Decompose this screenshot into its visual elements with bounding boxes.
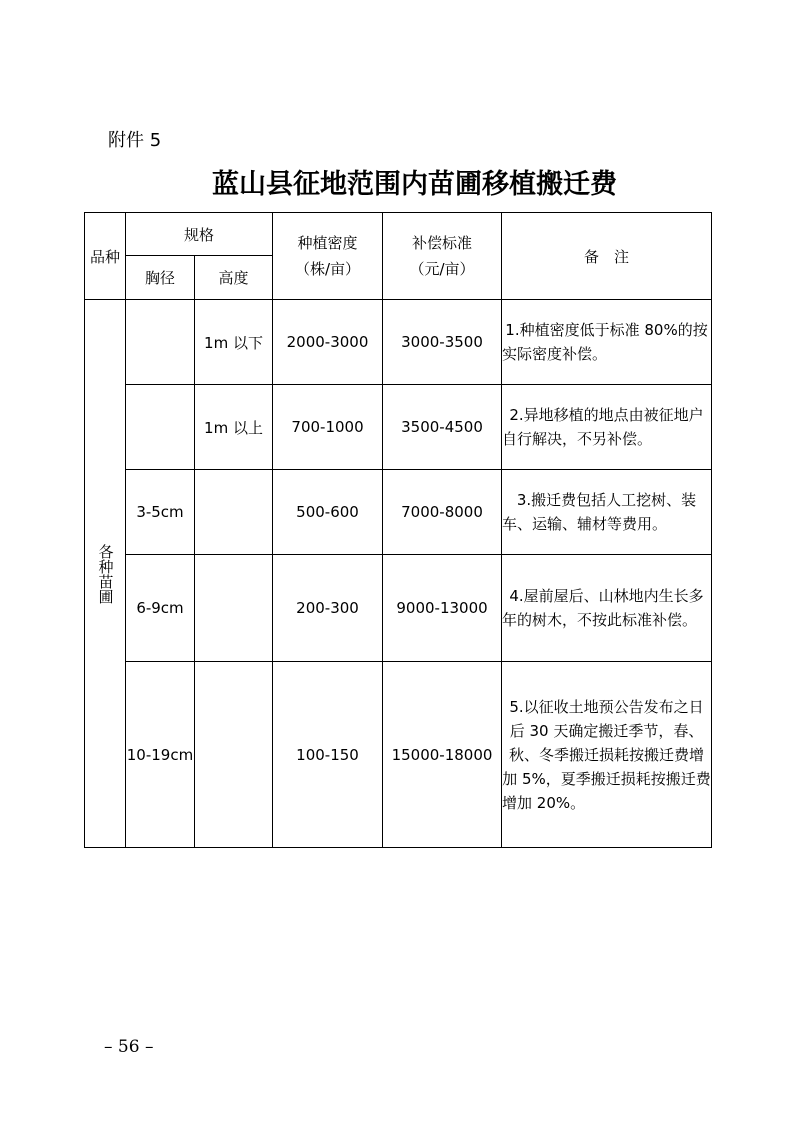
header-chest-diameter: 胸径 [126,256,195,300]
attachment-label: 附件 5 [108,130,162,151]
compensation-cell: 3500-4500 [383,385,502,470]
table-row [85,662,712,848]
height-cell [195,662,273,848]
compensation-table [84,212,712,848]
remark-cell: 2.异地移植的地点由被征地户自行解决，不另补偿。 [502,385,712,470]
compensation-cell: 15000-18000 [383,662,502,848]
table-header-row [85,213,712,256]
density-cell: 700-1000 [273,385,383,470]
header-compensation-line1: 补偿标准 [412,234,473,252]
density-cell: 100-150 [273,662,383,848]
compensation-cell: 7000-8000 [383,470,502,555]
header-density-line1: 种植密度 [297,234,358,252]
remark-cell: 5.以征收土地预公告发布之日后 30 天确定搬迁季节，春、秋、冬季搬迁损耗按搬迁费增加 5%，夏季搬迁损耗按搬迁费增加 20%。 [502,662,712,848]
compensation-cell: 9000-13000 [383,555,502,662]
header-height: 高度 [195,256,273,300]
compensation-cell: 3000-3500 [383,300,502,385]
table-row [85,470,712,555]
height-cell [195,470,273,555]
chest-cell [126,300,195,385]
height-cell: 1m 以下 [195,300,273,385]
remark-cell: 1.种植密度低于标准 80%的按实际密度补偿。 [502,300,712,385]
header-density-line2: （株/亩） [294,260,361,278]
height-cell [195,555,273,662]
document-title [0,162,793,201]
remark-cell: 3.搬迁费包括人工挖树、装车、运输、辅材等费用。 [502,470,712,555]
header-variety: 品种 [85,213,126,300]
chest-cell: 10-19cm [126,662,195,848]
document-title-text: 蓝山县征地范围内苗圃移植搬迁费 [212,169,617,200]
header-compensation [383,213,502,300]
density-cell: 2000-3000 [273,300,383,385]
table-row [85,385,712,470]
height-cell: 1m 以上 [195,385,273,470]
chest-cell: 6-9cm [126,555,195,662]
chest-cell: 3-5cm [126,470,195,555]
header-compensation-line2: （元/亩） [409,260,475,278]
remark-cell: 4.屋前屋后、山林地内生长多年的树木，不按此标准补偿。 [502,555,712,662]
header-spec: 规格 [126,213,273,256]
table-row [85,555,712,662]
variety-cell: 各种苗圃 [85,300,126,848]
chest-cell [126,385,195,470]
header-remarks: 备 注 [502,213,712,300]
density-cell: 200-300 [273,555,383,662]
density-cell: 500-600 [273,470,383,555]
table-row [85,300,712,385]
page-number: – 56 – [104,1037,154,1057]
header-density [273,213,383,300]
